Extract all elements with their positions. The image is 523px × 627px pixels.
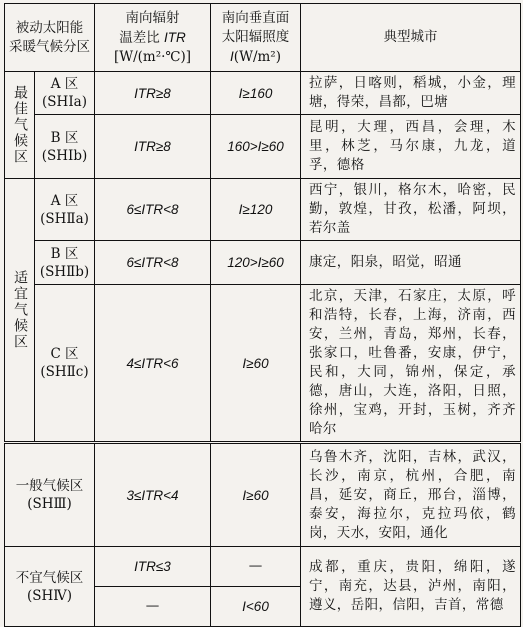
header-itr-line2: 温差比 <box>119 29 160 46</box>
group-best <box>5 72 35 179</box>
zone-code: (SHⅡb) <box>39 263 90 280</box>
irr-cell: 120>I≥60 <box>211 241 301 285</box>
zone-name: 一般气候区 <box>15 478 84 494</box>
table-row <box>5 179 521 241</box>
zone-name: B 区 <box>50 245 79 262</box>
header-itr-line1: 南向辐射 <box>125 9 180 26</box>
group-suitable <box>5 179 35 443</box>
header-row <box>5 4 521 72</box>
irr-cell: I≥60 <box>211 285 301 443</box>
group-best-label: 最佳气候区 <box>12 85 28 165</box>
header-itr <box>95 4 211 72</box>
cities-cell: 拉萨，日喀则，稻城，小金，理塘，得荣，昌都，巴塘 <box>301 72 521 115</box>
header-irr-unit: (W/m²) <box>233 48 281 65</box>
header-cities: 典型城市 <box>301 4 521 72</box>
header-itr-unit: [W/(m²·℃)] <box>113 48 192 65</box>
header-irr-symbol: I <box>230 48 234 64</box>
cities-cell: 乌鲁木齐，沈阳，吉林，武汉，长沙，南京，杭州，合肥，南昌，延安，商丘，邢台，淄博，泰安，海拉尔，克拉玛依，鹤岗，天水，安阳，通化 <box>301 443 521 547</box>
zone-cell <box>5 443 95 547</box>
zone-name: A 区 <box>50 76 79 92</box>
table-row <box>5 115 521 179</box>
itr-cell: 6≤ITR<8 <box>95 241 211 285</box>
irr-cell: I≥120 <box>211 179 301 241</box>
zone-code: (SHⅡa) <box>40 210 89 227</box>
cities-cell: 成都，重庆，贵阳，绵阳，遂宁，南充，达县，泸州，南阳，遵义，岳阳，信阳，吉首，常德 <box>301 547 521 627</box>
zone-cell <box>35 115 95 179</box>
header-irr-line2: 太阳辐照度 <box>221 28 290 45</box>
zone-cell <box>35 241 95 285</box>
zone-cell <box>35 285 95 443</box>
zone-code: (SHIb) <box>41 147 88 164</box>
irr-cell: — <box>211 547 301 587</box>
header-zone-line1: 被动太阳能 <box>15 19 84 36</box>
zone-name: A 区 <box>50 192 79 209</box>
itr-cell: 3≤ITR<4 <box>95 443 211 547</box>
zone-cell <box>35 72 95 115</box>
cities-cell: 北京，天津，石家庄，太原，呼和浩特，长春，上海，济南，西安，兰州，青岛，郑州，长春，张家口，吐鲁番，安康，伊宁，民和，大同，锦州，保定，承德，唐山，大连，洛阳，日照，徐州，宝鸡，开封，玉树，齐齐哈尔 <box>301 285 521 443</box>
zone-name: C 区 <box>50 346 79 362</box>
itr-cell: 6≤ITR<8 <box>95 179 211 241</box>
group-suitable-label: 适宜气候区 <box>12 270 28 350</box>
zone-cell <box>5 547 95 627</box>
irr-cell: 160>I≥60 <box>211 115 301 179</box>
table-row <box>5 241 521 285</box>
cities-cell: 康定，阳泉，昭觉，昭通 <box>301 241 521 285</box>
zone-name: 不宜气候区 <box>15 569 84 586</box>
table-row <box>5 285 521 443</box>
irr-cell: I≥160 <box>211 72 301 115</box>
itr-cell: 4≤ITR<6 <box>95 285 211 443</box>
itr-cell: ITR≤3 <box>95 547 211 587</box>
table-row <box>5 547 521 587</box>
header-itr-symbol: ITR <box>164 29 186 45</box>
header-zone <box>5 4 95 72</box>
zone-code: (SHⅡc) <box>40 364 89 380</box>
itr-cell: — <box>95 587 211 627</box>
cities-cell: 昆明，大理，西昌，会理，木里，林芝，马尔康，九龙，道孚，德格 <box>301 115 521 179</box>
climate-zone-table <box>4 3 521 627</box>
itr-cell: ITR≥8 <box>95 72 211 115</box>
zone-cell <box>35 179 95 241</box>
zone-code: (SHⅣ) <box>26 587 73 604</box>
header-zone-line2: 采暖气候分区 <box>9 38 90 55</box>
header-irradiance <box>211 4 301 72</box>
table-row <box>5 72 521 115</box>
irr-cell: I<60 <box>211 587 301 627</box>
irr-cell: I≥60 <box>211 443 301 547</box>
cities-cell: 西宁，银川，格尔木，哈密，民勤，敦煌，甘孜，松潘，阿坝，若尔盖 <box>301 179 521 241</box>
zone-code: (SHIa) <box>42 94 87 110</box>
zone-name: B 区 <box>50 129 79 146</box>
zone-code: (SHⅢ) <box>27 496 72 512</box>
table-row <box>5 443 521 547</box>
header-irr-line1: 南向垂直面 <box>221 9 290 26</box>
itr-cell: ITR≥8 <box>95 115 211 179</box>
